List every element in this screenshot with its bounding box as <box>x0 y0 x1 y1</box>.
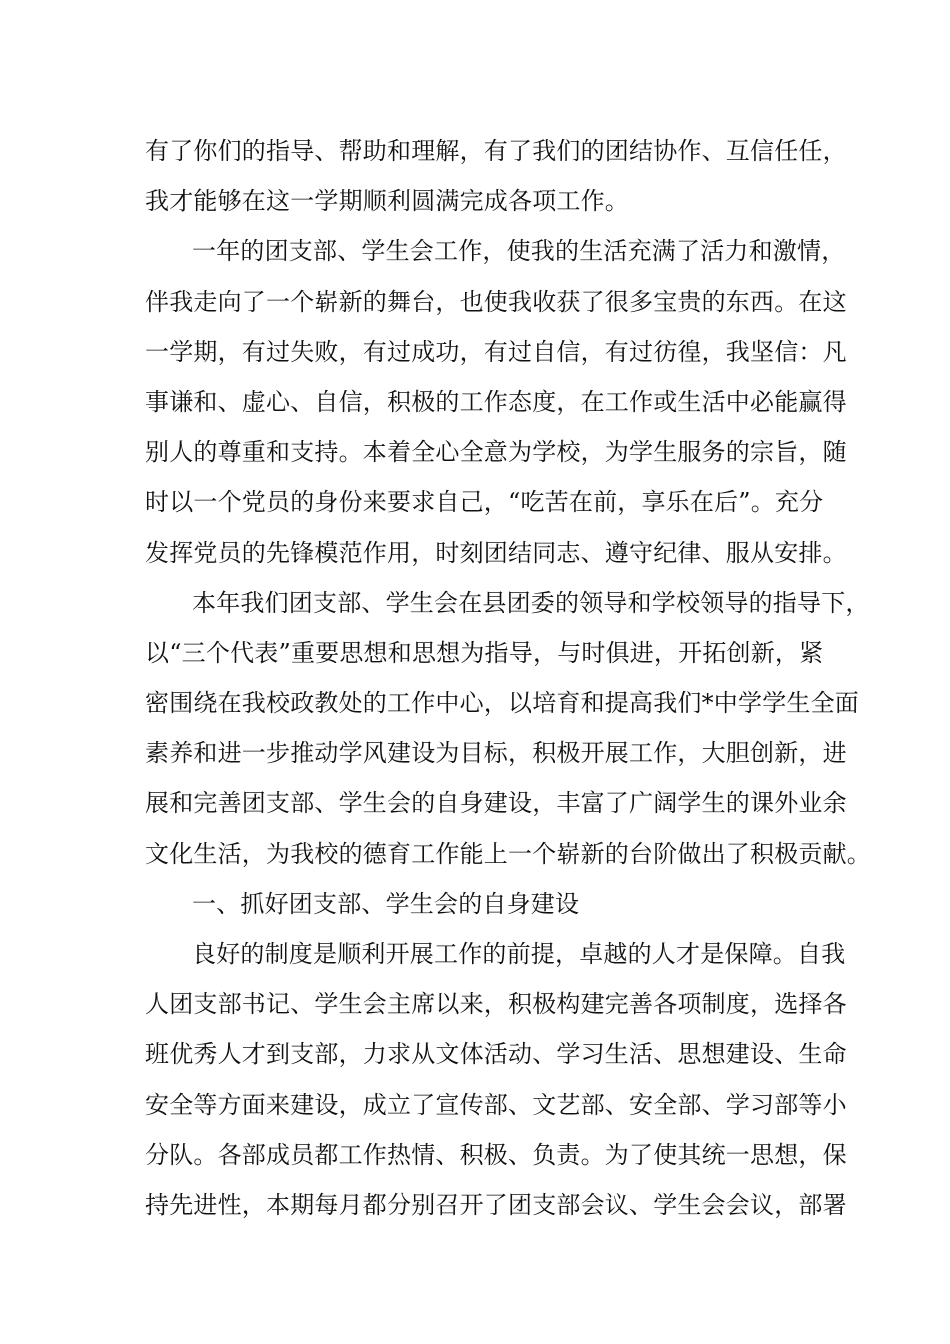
text-line: 班优秀人才到支部，力求从文体活动、学习生活、思想建设、生命 <box>145 1040 847 1069</box>
text-line: 人团支部书记、学生会主席以来，积极构建完善各项制度，选择各 <box>145 990 847 1019</box>
text-line: 一年的团支部、学生会工作，使我的生活充满了活力和激情， <box>192 237 846 266</box>
text-line: 展和完善团支部、学生会的自身建设，丰富了广阔学生的课外业余 <box>145 789 847 818</box>
text-line: 一学期，有过失败，有过成功，有过自信，有过彷徨，我坚信：凡 <box>145 337 847 366</box>
text-line: 有了你们的指导、帮助和理解，有了我们的团结协作、互信任任， <box>145 137 847 165</box>
text-line: 别人的尊重和支持。本着全心全意为学校，为学生服务的宗旨，随 <box>145 438 847 467</box>
text-line: 以“三个代表”重要思想和思想为指导，与时俱进，开拓创新，紧 <box>145 638 824 667</box>
text-line: 密围绕在我校政教处的工作中心，以培育和提高我们*中学学生全面 <box>145 689 859 718</box>
text-line: 发挥党员的先锋模范作用，时刻团结同志、遵守纪律、服从安排。 <box>145 538 847 567</box>
text-line: 伴我走向了一个崭新的舞台，也使我收获了很多宝贵的东西。在这 <box>145 287 847 316</box>
text-line: 我才能够在这一学期顺利圆满完成各项工作。 <box>145 187 629 216</box>
text-line: 安全等方面来建设，成立了宣传部、文艺部、安全部、学习部等小 <box>145 1090 847 1119</box>
text-line: 事谦和、虚心、自信，积极的工作态度，在工作或生活中必能赢得 <box>145 387 847 416</box>
text-line: 素养和进一步推动学风建设为目标，积极开展工作，大胆创新，进 <box>145 739 847 768</box>
text-line: 一、抓好团支部、学生会的自身建设 <box>192 889 580 918</box>
text-line: 时以一个党员的身份来要求自己，“吃苦在前，享乐在后”。充分 <box>145 488 824 517</box>
text-line: 分队。各部成员都工作热情、积极、负责。为了使其统一思想，保 <box>145 1140 847 1169</box>
text-line: 文化生活，为我校的德育工作能上一个崭新的台阶做出了积极贡献。 <box>145 839 871 868</box>
document-body <box>145 126 871 1230</box>
text-line: 良好的制度是顺利开展工作的前提，卓越的人才是保障。自我 <box>192 940 846 968</box>
text-line: 持先进性，本期每月都分别召开了团支部会议、学生会会议，部署 <box>145 1190 847 1219</box>
text-line: 本年我们团支部、学生会在县团委的领导和学校领导的指导下， <box>192 588 870 617</box>
